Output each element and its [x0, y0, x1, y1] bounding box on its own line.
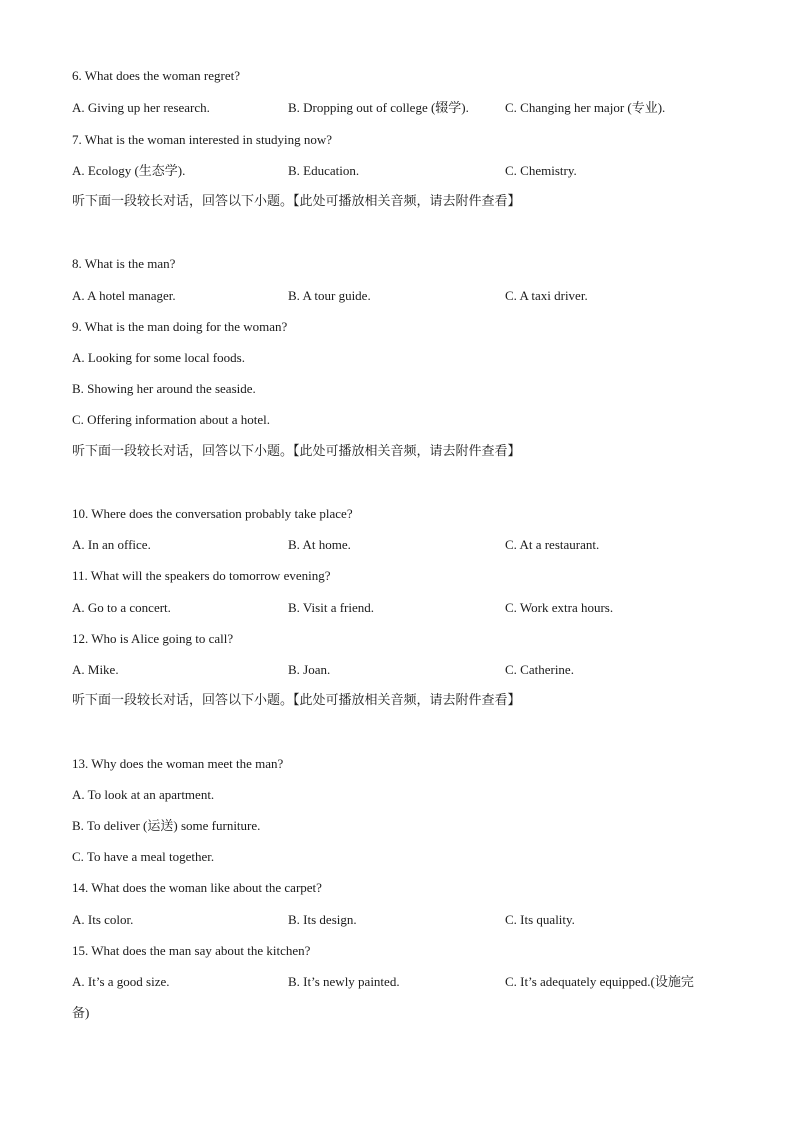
question-10-option-c: C. At a restaurant.	[505, 537, 600, 552]
question-13-option-a: A. To look at an apartment.	[72, 787, 215, 802]
question-15-stem: 15. What does the man say about the kitchen?	[72, 943, 311, 958]
question-10-option-a: A. In an office.	[72, 537, 151, 552]
question-12-option-c: C. Catherine.	[505, 662, 574, 677]
question-14-stem: 14. What does the woman like about the carpet?	[72, 880, 322, 895]
question-11-option-c: C. Work extra hours.	[505, 600, 614, 615]
question-14-option-b: B. Its design.	[288, 912, 357, 927]
question-6-stem: 6. What does the woman regret?	[72, 68, 240, 83]
question-6-option-a: A. Giving up her research.	[72, 100, 210, 115]
question-14-option-c: C. Its quality.	[505, 912, 575, 927]
question-11-option-b: B. Visit a friend.	[288, 600, 374, 615]
question-9-option-c: C. Offering information about a hotel.	[72, 412, 270, 427]
question-14-option-a: A. Its color.	[72, 912, 134, 927]
question-10-stem: 10. Where does the conversation probably take place?	[72, 506, 353, 521]
question-11-stem: 11. What will the speakers do tomorrow evening?	[72, 568, 331, 583]
question-7-stem: 7. What is the woman interested in studying now?	[72, 132, 333, 147]
question-15-option-b: B. It’s newly painted.	[288, 974, 400, 989]
question-13-option-c: C. To have a meal together.	[72, 849, 215, 864]
question-8-option-b: B. A tour guide.	[288, 288, 371, 303]
question-8-stem: 8. What is the man?	[72, 256, 176, 271]
question-15-option-c: C. It’s adequately equipped.(设施完	[505, 974, 694, 989]
question-7-option-c: C. Chemistry.	[505, 163, 577, 178]
question-8-option-c: C. A taxi driver.	[505, 288, 588, 303]
question-12-option-a: A. Mike.	[72, 662, 119, 677]
question-9-option-a: A. Looking for some local foods.	[72, 350, 245, 365]
audio-instruction-2: 听下面一段较长对话，回答以下小题。【此处可播放相关音频，请去附件查看】	[72, 444, 521, 459]
question-13-option-b: B. To deliver (运送) some furniture.	[72, 818, 261, 833]
question-9-stem: 9. What is the man doing for the woman?	[72, 319, 288, 334]
question-8-option-a: A. A hotel manager.	[72, 288, 176, 303]
audio-instruction-3: 听下面一段较长对话，回答以下小题。【此处可播放相关音频，请去附件查看】	[72, 693, 521, 708]
audio-instruction-1: 听下面一段较长对话，回答以下小题。【此处可播放相关音频，请去附件查看】	[72, 194, 521, 209]
question-13-stem: 13. Why does the woman meet the man?	[72, 756, 284, 771]
question-6-option-b: B. Dropping out of college (辍学).	[288, 100, 469, 115]
question-15-option-c-continuation: 备)	[72, 1005, 90, 1020]
question-10-option-b: B. At home.	[288, 537, 351, 552]
question-6-option-c: C. Changing her major (专业).	[505, 100, 666, 115]
question-12-option-b: B. Joan.	[288, 662, 331, 677]
question-7-option-b: B. Education.	[288, 163, 360, 178]
question-7-option-a: A. Ecology (生态学).	[72, 163, 186, 178]
question-12-stem: 12. Who is Alice going to call?	[72, 631, 234, 646]
question-9-option-b: B. Showing her around the seaside.	[72, 381, 256, 396]
question-11-option-a: A. Go to a concert.	[72, 600, 171, 615]
question-15-option-a: A. It’s a good size.	[72, 974, 170, 989]
